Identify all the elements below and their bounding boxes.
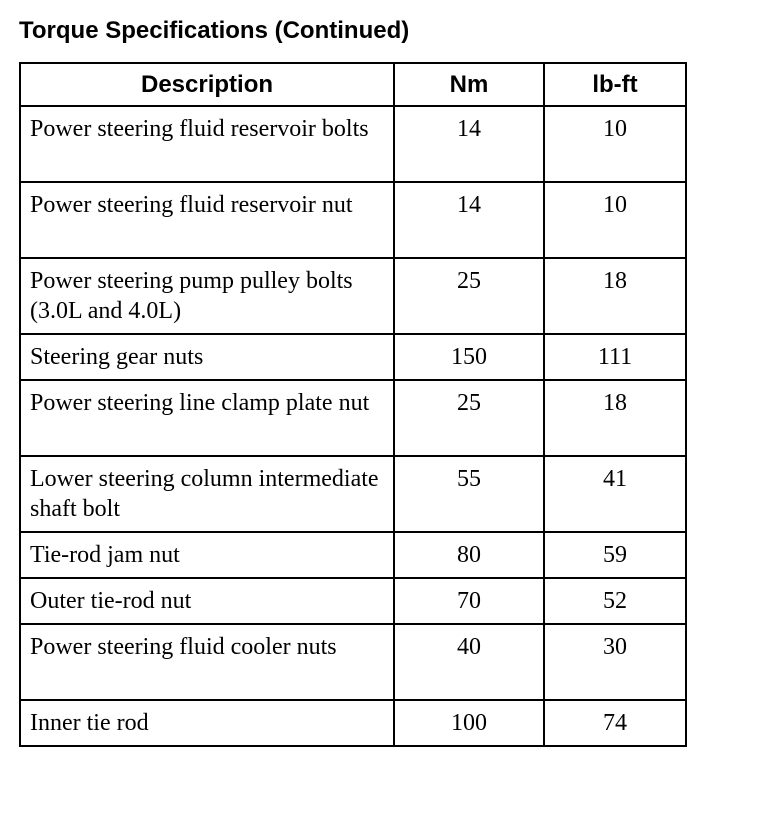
nm-cell: 70 xyxy=(394,578,544,624)
lb-ft-cell: 52 xyxy=(544,578,686,624)
lb-ft-cell: 74 xyxy=(544,700,686,746)
lb-ft-cell: 30 xyxy=(544,624,686,700)
nm-cell: 14 xyxy=(394,106,544,182)
description-cell: Power steering line clamp plate nut xyxy=(20,380,394,456)
table-row xyxy=(20,258,686,334)
nm-cell: 150 xyxy=(394,334,544,380)
table-header-row xyxy=(20,63,686,106)
table-row xyxy=(20,334,686,380)
table-row xyxy=(20,578,686,624)
torque-spec-table xyxy=(19,62,687,747)
page-title: Torque Specifications (Continued) xyxy=(19,17,410,44)
description-cell: Steering gear nuts xyxy=(20,334,394,380)
description-cell: Outer tie-rod nut xyxy=(20,578,394,624)
description-cell: Tie-rod jam nut xyxy=(20,532,394,578)
lb-ft-cell: 111 xyxy=(544,334,686,380)
column-header-lb-ft: lb-ft xyxy=(544,63,686,106)
lb-ft-cell: 18 xyxy=(544,380,686,456)
description-cell: Power steering fluid reservoir nut xyxy=(20,182,394,258)
table-row xyxy=(20,624,686,700)
nm-cell: 40 xyxy=(394,624,544,700)
nm-cell: 100 xyxy=(394,700,544,746)
table-row xyxy=(20,106,686,182)
table-row xyxy=(20,700,686,746)
description-cell: Power steering fluid reservoir bolts xyxy=(20,106,394,182)
nm-cell: 25 xyxy=(394,380,544,456)
table-row xyxy=(20,380,686,456)
description-cell: Power steering fluid cooler nuts xyxy=(20,624,394,700)
nm-cell: 80 xyxy=(394,532,544,578)
description-cell: Lower steering column intermediate shaft bolt xyxy=(20,456,394,532)
nm-cell: 14 xyxy=(394,182,544,258)
description-cell: Power steering pump pulley bolts (3.0L and 4.0L) xyxy=(20,258,394,334)
table-row xyxy=(20,456,686,532)
lb-ft-cell: 41 xyxy=(544,456,686,532)
column-header-nm: Nm xyxy=(394,63,544,106)
nm-cell: 25 xyxy=(394,258,544,334)
lb-ft-cell: 59 xyxy=(544,532,686,578)
lb-ft-cell: 18 xyxy=(544,258,686,334)
table-row xyxy=(20,182,686,258)
nm-cell: 55 xyxy=(394,456,544,532)
table-row xyxy=(20,532,686,578)
column-header-description: Description xyxy=(20,63,394,106)
lb-ft-cell: 10 xyxy=(544,106,686,182)
lb-ft-cell: 10 xyxy=(544,182,686,258)
description-cell: Inner tie rod xyxy=(20,700,394,746)
